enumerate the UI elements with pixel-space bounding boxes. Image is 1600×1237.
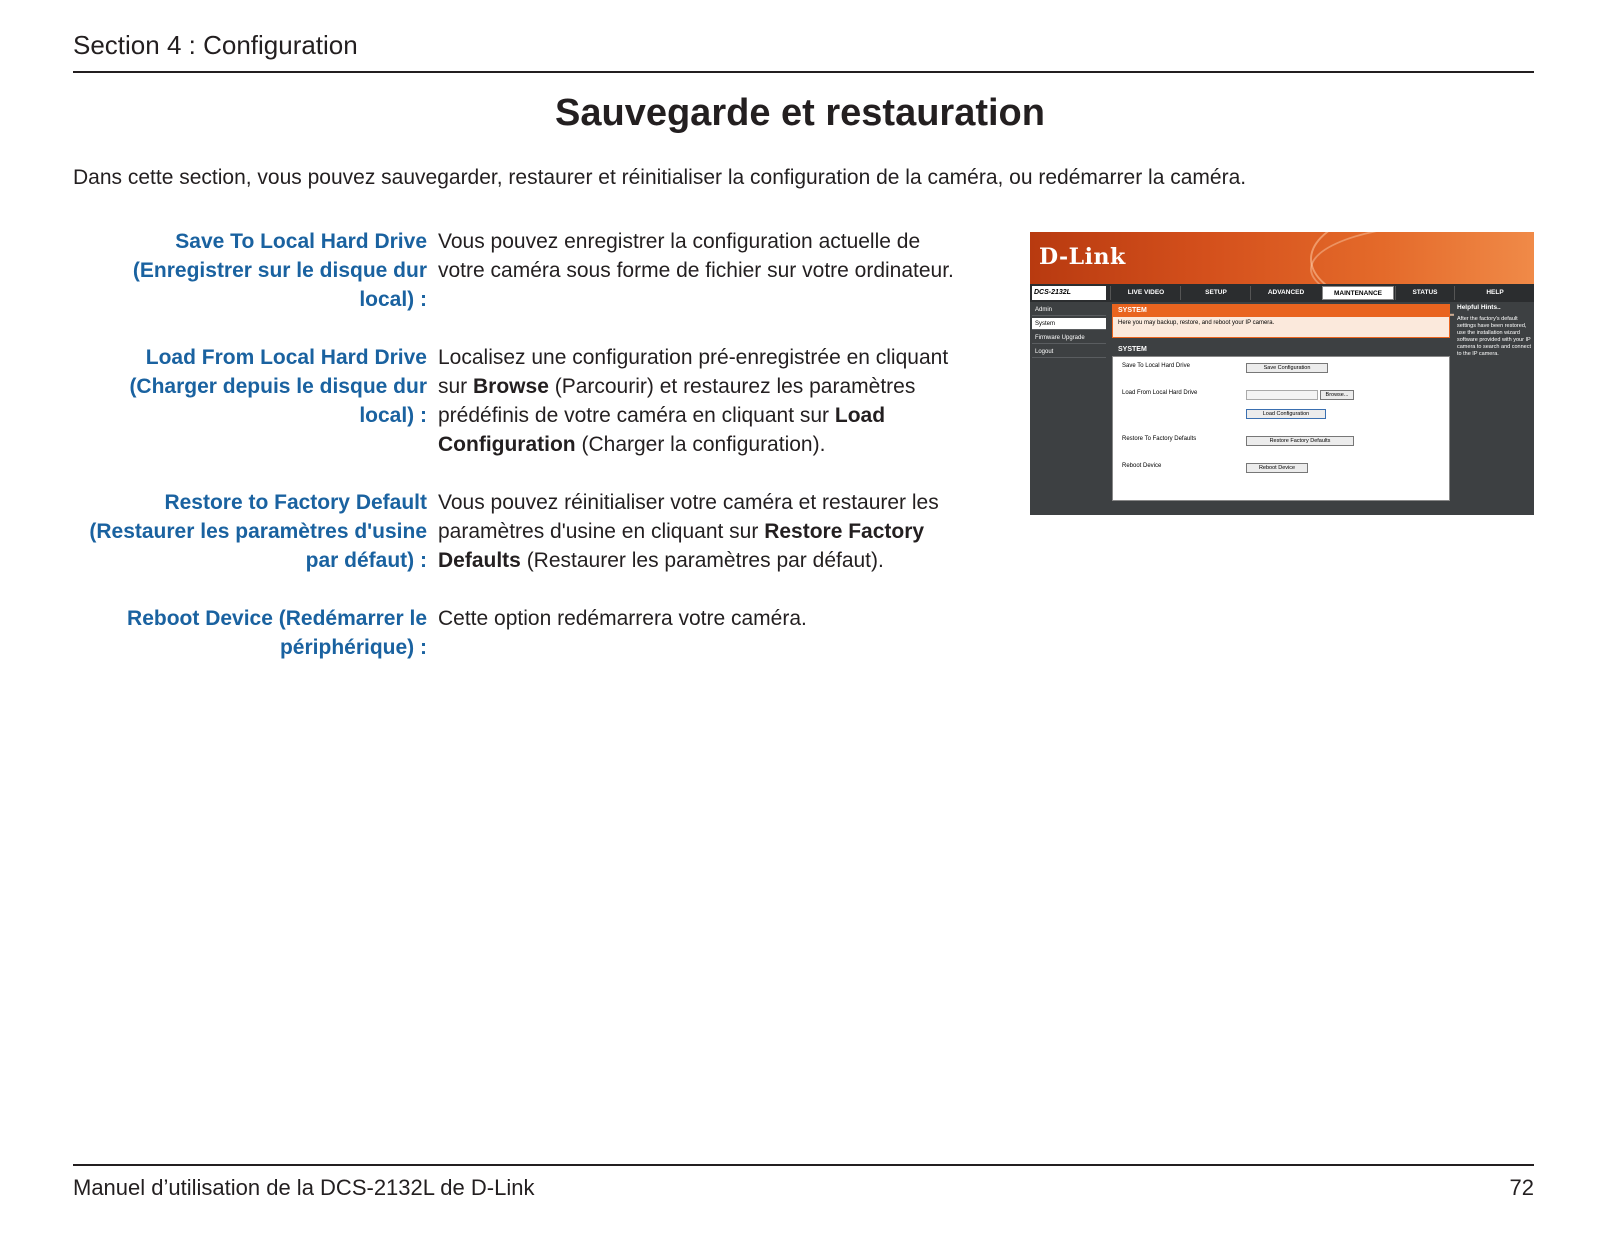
desc-text: prédéfinis de votre caméra en cliquant sur (438, 404, 835, 427)
desc-line: votre caméra sous forme de fichier sur votre ordinateur. (438, 259, 954, 282)
term-restore-factory (67, 488, 427, 575)
desc-bold: Configuration (438, 433, 576, 456)
save-configuration-button[interactable]: Save Configuration (1246, 363, 1328, 373)
dlink-logo: D-Link (1039, 244, 1126, 270)
page-title: Sauvegarde et restauration (555, 92, 1045, 134)
desc-restore-factory (438, 488, 1008, 575)
tab-setup[interactable]: SETUP (1180, 286, 1251, 300)
camera-ui-screenshot (1030, 232, 1534, 515)
desc-bold: Defaults (438, 549, 521, 572)
term-line: (Enregistrer sur le disque dur (132, 259, 427, 282)
intro-paragraph: Dans cette section, vous pouvez sauvegarder, restaurer et réinitialiser la configuration de la caméra, ou redémarrer la caméra. (73, 166, 1247, 189)
term-line: Reboot Device (Redémarrer le (127, 607, 427, 630)
page-number: 72 (1509, 1175, 1534, 1200)
load-configuration-button[interactable]: Load Configuration (1246, 409, 1326, 419)
tab-help[interactable]: HELP (1454, 286, 1534, 300)
reboot-row-label: Reboot Device (1122, 463, 1162, 469)
term-line: périphérique) : (279, 636, 427, 659)
sidebar-item-firmware[interactable]: Firmware Upgrade (1032, 332, 1106, 344)
tab-maintenance[interactable]: MAINTENANCE (1322, 286, 1394, 300)
desc-line (438, 401, 1008, 430)
sidebar-item-admin[interactable]: Admin (1032, 304, 1106, 316)
header-divider (73, 71, 1534, 73)
model-label: DCS-2132L (1032, 286, 1106, 300)
term-line: Restore to Factory Default (164, 491, 427, 514)
desc-bold: Restore Factory (764, 520, 925, 543)
tab-live-video[interactable]: LIVE VIDEO (1110, 286, 1181, 300)
desc-text: sur (438, 375, 474, 398)
desc-line: Localisez une configuration pré-enregistrée en cliquant (438, 346, 949, 369)
footer-manual-title: Manuel d’utilisation de la DCS-2132L de D-Link (73, 1175, 535, 1200)
desc-line (438, 372, 1008, 401)
term-line: Save To Local Hard Drive (175, 230, 427, 253)
desc-line (438, 517, 1008, 546)
footer-divider (73, 1164, 1534, 1166)
term-line: local) : (359, 288, 427, 311)
term-line: Load From Local Hard Drive (145, 346, 427, 369)
term-line: (Charger depuis le disque dur (129, 375, 427, 398)
desc-line (438, 546, 1008, 575)
system-section-title: SYSTEM (1112, 344, 1450, 356)
restore-factory-defaults-button[interactable]: Restore Factory Defaults (1246, 436, 1354, 446)
system-title: SYSTEM (1112, 304, 1450, 317)
model-slashes: /// (1086, 284, 1098, 300)
desc-reboot (438, 604, 1008, 633)
desc-line: Vous pouvez enregistrer la configuration actuelle de (438, 230, 921, 253)
term-line: local) : (359, 404, 427, 427)
desc-load-local (438, 343, 1008, 459)
term-reboot (67, 604, 427, 662)
browse-button[interactable]: Browse... (1320, 390, 1354, 400)
term-line: (Restaurer les paramètres d'usine (89, 520, 427, 543)
desc-line: Vous pouvez réinitialiser votre caméra et restaurer les (438, 491, 939, 514)
tab-advanced[interactable]: ADVANCED (1250, 286, 1321, 300)
help-text: After the factory's default settings have been restored, use the installation wizard software provided with your IP camera to search and connect to the IP camera. (1457, 316, 1531, 357)
term-save-local (67, 227, 427, 314)
desc-text: paramètres d'usine en cliquant sur (438, 520, 765, 543)
term-load-local (67, 343, 427, 430)
desc-line: Cette option redémarrera votre caméra. (438, 607, 807, 630)
help-title: Helpful Hints.. (1457, 304, 1501, 311)
save-row-label: Save To Local Hard Drive (1122, 363, 1190, 369)
tab-status[interactable]: STATUS (1395, 286, 1454, 300)
desc-text: (Charger la configuration). (575, 433, 826, 456)
restore-row-label: Restore To Factory Defaults (1122, 436, 1197, 442)
system-description: Here you may backup, restore, and reboot your IP camera. (1118, 320, 1275, 326)
load-row-label: Load From Local Hard Drive (1122, 390, 1198, 396)
desc-line (438, 430, 1008, 459)
sidebar-item-logout[interactable]: Logout (1032, 346, 1106, 358)
reboot-device-button[interactable]: Reboot Device (1246, 463, 1308, 473)
desc-bold: Browse (473, 375, 549, 398)
section-header: Section 4 : Configuration (73, 30, 358, 60)
sidebar-item-system[interactable]: System (1032, 318, 1106, 330)
term-line: par défaut) : (305, 549, 427, 572)
system-form (1112, 356, 1450, 501)
desc-save-local (438, 227, 1008, 285)
desc-bold: Load (834, 404, 886, 427)
desc-text: (Parcourir) et restaurez les paramètres (548, 375, 916, 398)
file-path-field[interactable] (1246, 390, 1318, 400)
desc-text: (Restaurer les paramètres par défaut). (520, 549, 884, 572)
